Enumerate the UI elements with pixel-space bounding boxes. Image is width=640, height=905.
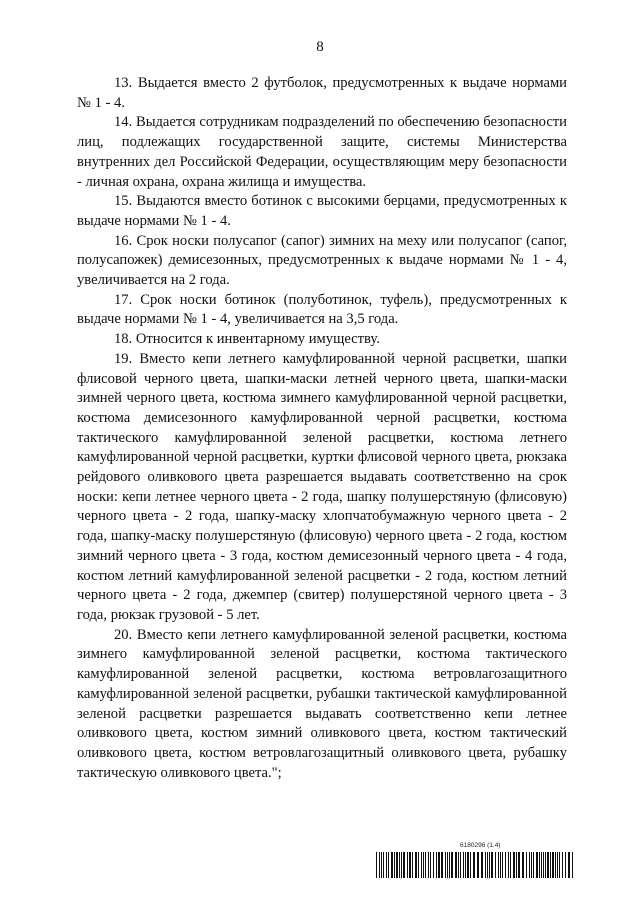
barcode-icon <box>376 852 574 878</box>
document-code: 6180296 (1.4) <box>460 842 501 849</box>
document-body <box>77 74 567 783</box>
paragraph-18: 18. Относится к инвентарному имуществу. <box>114 331 380 348</box>
paragraph-20: 20. Вместо кепи летнего камуфлированной зеленой расцветки, костюма зимнего камуфлированной зеленой расцветки, костюма тактического камуфлированной зеленой расцветки, костюма ветровлагозащитного камуфлированной зеленой расцветки, рубашки тактической камуфлированной зеленой расцветки разрешается выдавать соответственно кепи летнее оливкового цвета, костюм зимний оливкового цвета, костюм тактический оливкового цвета, костюм ветровлагозащитный оливкового цвета, рубашку тактическую оливкового цвета."; <box>77 626 567 781</box>
paragraph-16: 16. Срок носки полусапог (сапог) зимних на меху или полусапог (сапог, полусапожек) демисезонных, предусмотренных к выдаче нормами № 1 - 4, увеличивается на 2 года. <box>77 232 567 289</box>
paragraph-13: 13. Выдается вместо 2 футболок, предусмотренных к выдаче нормами № 1 - 4. <box>77 75 567 111</box>
paragraph-14: 14. Выдается сотрудникам подразделений по обеспечению безопасности лиц, подлежащих государственной защите, системы Министерства внутренних дел Российской Федерации, осуществляющим меру безопасности - личная охрана, охрана жилища и имущества. <box>77 114 567 190</box>
paragraph-19: 19. Вместо кепи летнего камуфлированной черной расцветки, шапки флисовой черного цвета, шапки-маски летней черного цвета, шапки-маски зимней черного цвета, костюма зимнего камуфлированной черной расцветки, костюма демисезонного камуфлированной черной расцветки, костюма тактического камуфлированной зеленой расцветки, костюма летнего камуфлированной черной расцветки, куртки флисовой черного цвета, рюкзака рейдового оливкового цвета разрешается выдавать соответственно на срок носки: кепи летнее черного цвета - 2 года, шапку полушерстяную (флисовую) черного цвета - 2 года, шапку-маску хлопчатобумажную черного цвета - 2 года, шапку-маску полушерстяную (флисовую) черного цвета - 2 года, костюм зимний черного цвета - 3 года, костюм демисезонный черного цвета - 4 года, костюм летний камуфлированной зеленой расцветки - 2 года, костюм летний черного цвета - 2 года, джемпер (свитер) полушерстяной черного цвета - 3 года, рюкзак грузовой - 5 лет. <box>77 350 567 623</box>
page-number: 8 <box>316 39 324 55</box>
paragraph-15: 15. Выдаются вместо ботинок с высокими берцами, предусмотренных к выдаче нормами № 1 - 4. <box>77 193 567 229</box>
paragraph-17: 17. Срок носки ботинок (полуботинок, туфель), предусмотренных к выдаче нормами № 1 - 4, увеличивается на 3,5 года. <box>77 291 567 328</box>
